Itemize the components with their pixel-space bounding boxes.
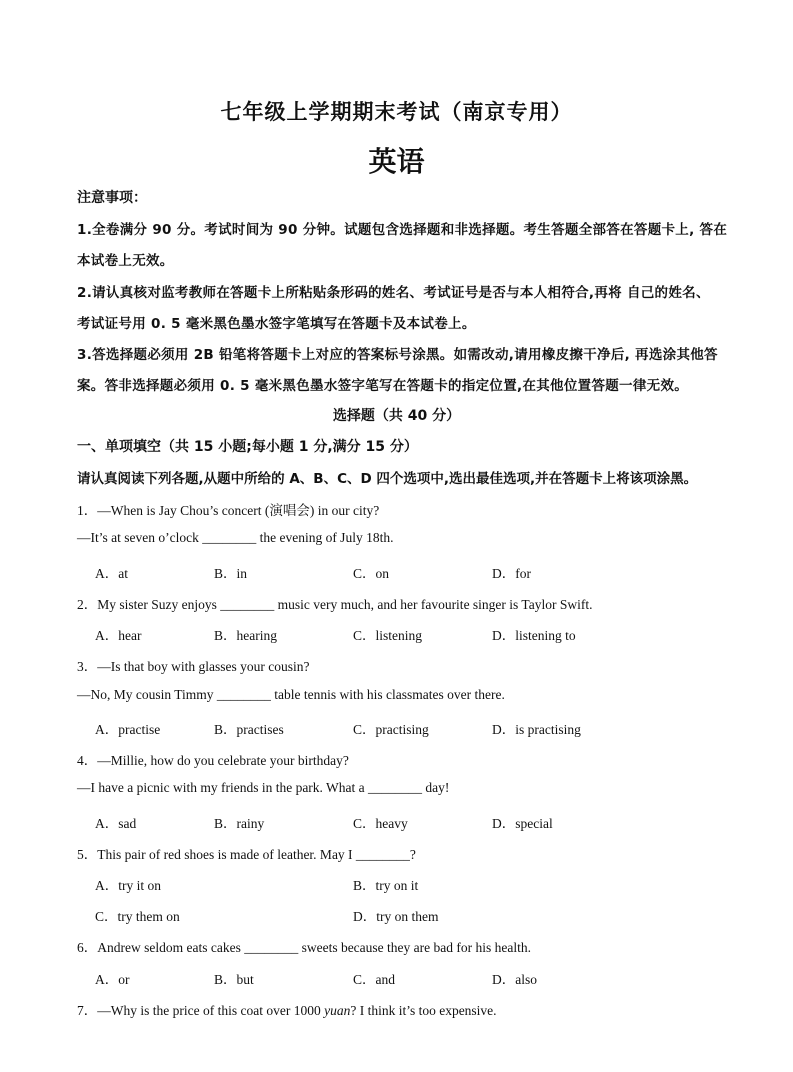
notice-line: 3.答选择题必须用 2B 铅笔将答题卡上对应的答案标号涂黑。如需改动,请用橡皮擦干净后, 再选涂其他答 bbox=[77, 347, 718, 363]
question-5-stem: 5．This pair of red shoes is made of leather. May I ________? bbox=[77, 847, 416, 862]
question-5-option-d: D．try on them bbox=[353, 909, 439, 924]
question-5-option-b: B．try on it bbox=[353, 878, 419, 893]
question-5-option-c: C．try them on bbox=[95, 909, 180, 924]
question-2-option-a: A．hear bbox=[95, 628, 142, 643]
question-1-option-c: C．on bbox=[353, 566, 390, 581]
question-7-text-end: ? I think it’s too expensive. bbox=[350, 1003, 497, 1018]
question-7-text-start: 7．—Why is the price of this coat over 1000 bbox=[77, 1003, 325, 1018]
question-6-option-c: C．and bbox=[353, 972, 395, 987]
question-2-stem: 2．My sister Suzy enjoys ________ music very much, and her favourite singer is Taylor Swift. bbox=[77, 597, 593, 612]
question-4-option-d: D．special bbox=[492, 816, 553, 831]
question-4-option-b: B．rainy bbox=[214, 816, 265, 831]
question-5-option-a: A．try it on bbox=[95, 878, 161, 893]
question-3-option-a: A．practise bbox=[95, 722, 161, 737]
question-7-italic-word: yuan bbox=[324, 1003, 351, 1018]
question-3-option-c: C．practising bbox=[353, 722, 429, 737]
question-1-stem: 1．—When is Jay Chou’s concert (演唱会) in our city? bbox=[77, 503, 380, 518]
question-6-option-d: D．also bbox=[492, 972, 537, 987]
question-4-line2: —I have a picnic with my friends in the park. What a ________ day! bbox=[77, 780, 450, 795]
question-3-option-d: D．is practising bbox=[492, 722, 581, 737]
question-1-option-d: D．for bbox=[492, 566, 531, 581]
question-4-stem: 4．—Millie, how do you celebrate your birthday? bbox=[77, 753, 349, 768]
question-2-option-b: B．hearing bbox=[214, 628, 277, 643]
question-4-option-c: C．heavy bbox=[353, 816, 408, 831]
notice-line: 1.全卷满分 90 分。考试时间为 90 分钟。试题包含选择题和非选择题。考生答题全部答在答题卡上, 答在 bbox=[77, 222, 728, 238]
question-7-stem bbox=[77, 999, 497, 1019]
question-6-option-a: A．or bbox=[95, 972, 130, 987]
subject-title: 英语 bbox=[368, 145, 425, 178]
question-3-option-b: B．practises bbox=[214, 722, 284, 737]
question-3-stem: 3．—Is that boy with glasses your cousin? bbox=[77, 659, 310, 674]
question-2-option-c: C．listening bbox=[353, 628, 423, 643]
part-heading: 一、单项填空（共 15 小题;每小题 1 分,满分 15 分） bbox=[77, 439, 418, 455]
question-6-stem: 6．Andrew seldom eats cakes ________ sweets because they are bad for his health. bbox=[77, 940, 531, 955]
question-1-line2: —It’s at seven o’clock ________ the evening of July 18th. bbox=[77, 530, 394, 545]
question-6-option-b: B．but bbox=[214, 972, 254, 987]
exam-title: 七年级上学期期末考试（南京专用） bbox=[220, 100, 573, 124]
notice-line: 2.请认真核对监考教师在答题卡上所粘贴条形码的姓名、考试证号是否与本人相符合,再将 自己的姓名、 bbox=[77, 285, 710, 301]
question-3-line2: —No, My cousin Timmy ________ table tennis with his classmates over there. bbox=[77, 687, 505, 702]
part-instruction: 请认真阅读下列各题,从题中所给的 A、B、C、D 四个选项中,选出最佳选项,并在答题卡上将该项涂黑。 bbox=[77, 471, 698, 487]
question-4-option-a: A．sad bbox=[95, 816, 137, 831]
notice-line: 考试证号用 0. 5 毫米黑色墨水签字笔填写在答题卡及本试卷上。 bbox=[77, 316, 476, 332]
notice-line: 本试卷上无效。 bbox=[77, 253, 174, 269]
question-1-option-b: B．in bbox=[214, 566, 248, 581]
section-title: 选择题（共 40 分） bbox=[332, 408, 461, 424]
question-2-option-d: D．listening to bbox=[492, 628, 576, 643]
question-1-option-a: A．at bbox=[95, 566, 128, 581]
notice-heading: 注意事项： bbox=[77, 190, 147, 206]
notice-line: 案。答非选择题必须用 0. 5 毫米黑色墨水签字笔写在答题卡的指定位置,在其他位置答题一律无效。 bbox=[77, 378, 689, 394]
